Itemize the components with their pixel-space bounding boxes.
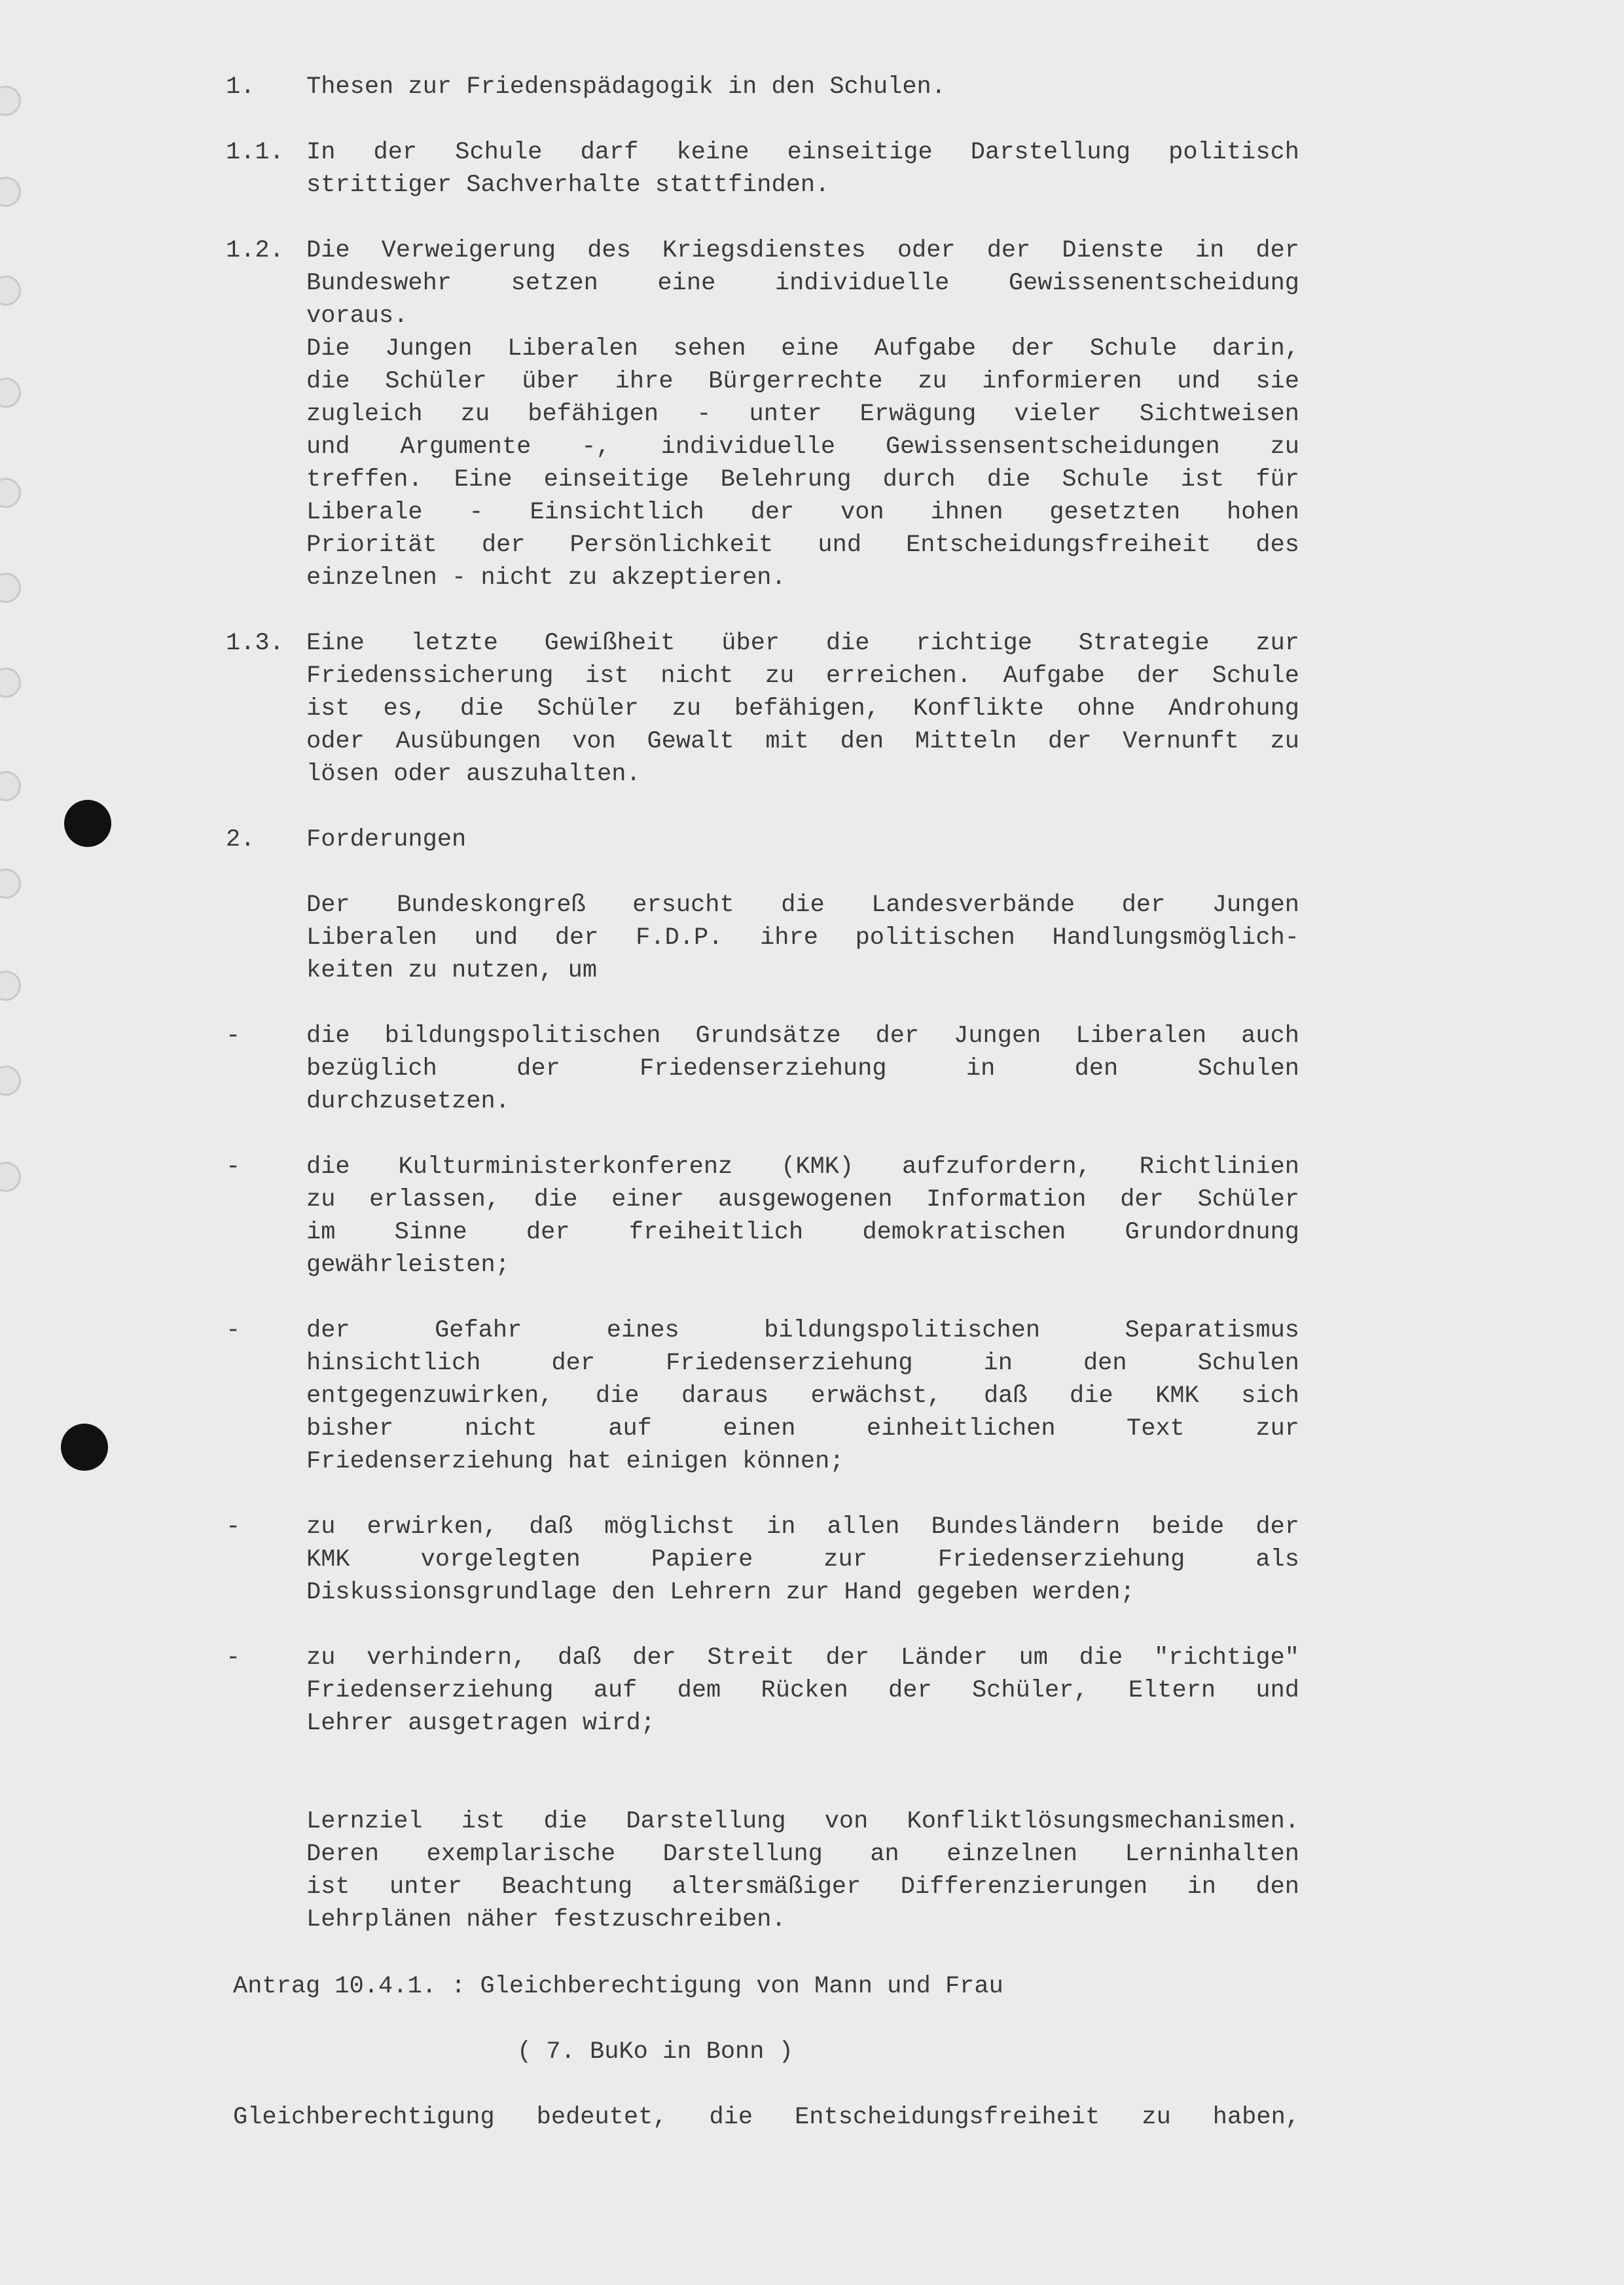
section-label: - [226,1153,241,1181]
section-label: 1.1. [226,139,284,166]
section-label: 2. [226,826,255,854]
text-line: Eine letzte Gewißheit über die richtige Strategie zur [306,630,1299,657]
section-label: - [226,1317,241,1344]
binder-hole [0,378,21,408]
motion-first-line: Gleichberechtigung bedeutet, die Entscheidungsfreiheit zu haben, [233,2104,1300,2131]
text-line: Thesen zur Friedenspädagogik in den Schulen. [306,73,946,101]
text-line: Friedenserziehung hat einigen können; [306,1448,844,1475]
section-text [306,1151,1299,1282]
text-line: strittiger Sachverhalte stattfinden. [306,171,830,199]
text-line: Liberale - Einsichtlich der von ihnen gesetzten hohen [306,499,1299,526]
section-text [306,627,1299,791]
text-line: ist unter Beachtung altersmäßiger Differenzierungen in den [306,1873,1299,1901]
binder-hole [0,668,21,698]
text-line: zu verhindern, daß der Streit der Länder um die "richtige" [306,1644,1299,1672]
text-line: KMK vorgelegten Papiere zur Friedenserziehung als [306,1546,1299,1574]
text-line: Lernziel ist die Darstellung von Konfliktlösungsmechanismen. [306,1808,1299,1835]
binder-hole [0,1066,21,1096]
section-text [306,1511,1299,1609]
text-line: oder Ausübungen von Gewalt mit den Mitteln der Vernunft zu [306,728,1299,755]
text-line: die bildungspolitischen Grundsätze der Jungen Liberalen auch [306,1022,1299,1050]
binder-hole [0,771,21,801]
text-line: Deren exemplarische Darstellung an einzelnen Lerninhalten [306,1841,1299,1868]
section-text [306,136,1299,202]
section-label: 1.2. [226,237,284,264]
text-line: der Gefahr eines bildungspolitischen Separatismus [306,1317,1299,1344]
motion-title: Antrag 10.4.1. : Gleichberechtigung von Mann und Frau [233,1973,1003,2000]
section-text [306,1805,1299,1936]
text-line: Lehrer ausgetragen wird; [306,1710,655,1737]
text-line: Friedenssicherung ist nicht zu erreichen. Aufgabe der Schule [306,662,1299,690]
section-text [306,1642,1299,1740]
text-line: Bundeswehr setzen eine individuelle Gewissenentscheidung [306,270,1299,297]
text-line: bisher nicht auf einen einheitlichen Text zur [306,1415,1299,1443]
section-text [306,823,1299,856]
binder-hole [0,478,21,508]
text-line: entgegenzuwirken, die daraus erwächst, daß die KMK sich [306,1382,1299,1410]
section-text [306,234,1299,594]
text-line: keiten zu nutzen, um [306,957,598,984]
text-line: Friedenserziehung auf dem Rücken der Schüler, Eltern und [306,1677,1299,1704]
section-label: - [226,1513,241,1541]
text-line: ist es, die Schüler zu befähigen, Konflikte ohne Androhung [306,695,1299,723]
section-text [306,71,1299,103]
text-line: zugleich zu befähigen - unter Erwägung vieler Sichtweisen [306,401,1299,428]
text-line: im Sinne der freiheitlich demokratischen Grundordnung [306,1219,1299,1246]
section-label: - [226,1644,241,1672]
section-text [306,1314,1299,1478]
text-line: Diskussionsgrundlage den Lehrern zur Hand gegeben werden; [306,1579,1135,1606]
text-line: Lehrplänen näher festzuschreiben. [306,1906,786,1934]
binder-hole [0,177,21,207]
binder-hole [0,1162,21,1192]
punch-dot [64,800,111,847]
section-text [306,889,1299,987]
text-line: bezüglich der Friedenserziehung in den Schulen [306,1055,1299,1083]
text-line: lösen oder auszuhalten. [306,761,641,788]
section-label: 1.3. [226,630,284,657]
text-line: die Schüler über ihre Bürgerrechte zu informieren und sie [306,368,1299,395]
text-line: zu erwirken, daß möglichst in allen Bundesländern beide der [306,1513,1299,1541]
text-line: In der Schule darf keine einseitige Darstellung politisch [306,139,1299,166]
text-line: die Kulturministerkonferenz (KMK) aufzufordern, Richtlinien [306,1153,1299,1181]
text-line: Die Verweigerung des Kriegsdienstes oder der Dienste in der [306,237,1299,264]
text-line: Forderungen [306,826,467,854]
binder-hole [0,869,21,899]
text-line: Priorität der Persönlichkeit und Entscheidungsfreiheit des [306,531,1299,559]
binder-hole [0,573,21,603]
text-line: Die Jungen Liberalen sehen eine Aufgabe der Schule darin, [306,335,1299,363]
motion-subtitle: ( 7. BuKo in Bonn ) [517,2038,793,2066]
text-line: voraus. [306,302,408,330]
binder-hole [0,86,21,116]
text-line: einzelnen - nicht zu akzeptieren. [306,564,786,592]
text-line: treffen. Eine einseitige Belehrung durch die Schule ist für [306,466,1299,494]
binder-hole [0,276,21,306]
punch-dot [61,1424,108,1471]
binder-hole [0,971,21,1001]
text-line: hinsichtlich der Friedenserziehung in den Schulen [306,1350,1299,1377]
section-label: 1. [226,73,255,101]
text-line: Der Bundeskongreß ersucht die Landesverbände der Jungen [306,891,1299,919]
section-label: - [226,1022,241,1050]
text-line: zu erlassen, die einer ausgewogenen Information der Schüler [306,1186,1299,1214]
text-line: Liberalen und der F.D.P. ihre politischen Handlungsmöglich- [306,924,1299,952]
text-line: durchzusetzen. [306,1088,510,1115]
section-text [306,1020,1299,1118]
text-line: und Argumente -, individuelle Gewissensentscheidungen zu [306,433,1299,461]
text-line: gewährleisten; [306,1251,510,1279]
